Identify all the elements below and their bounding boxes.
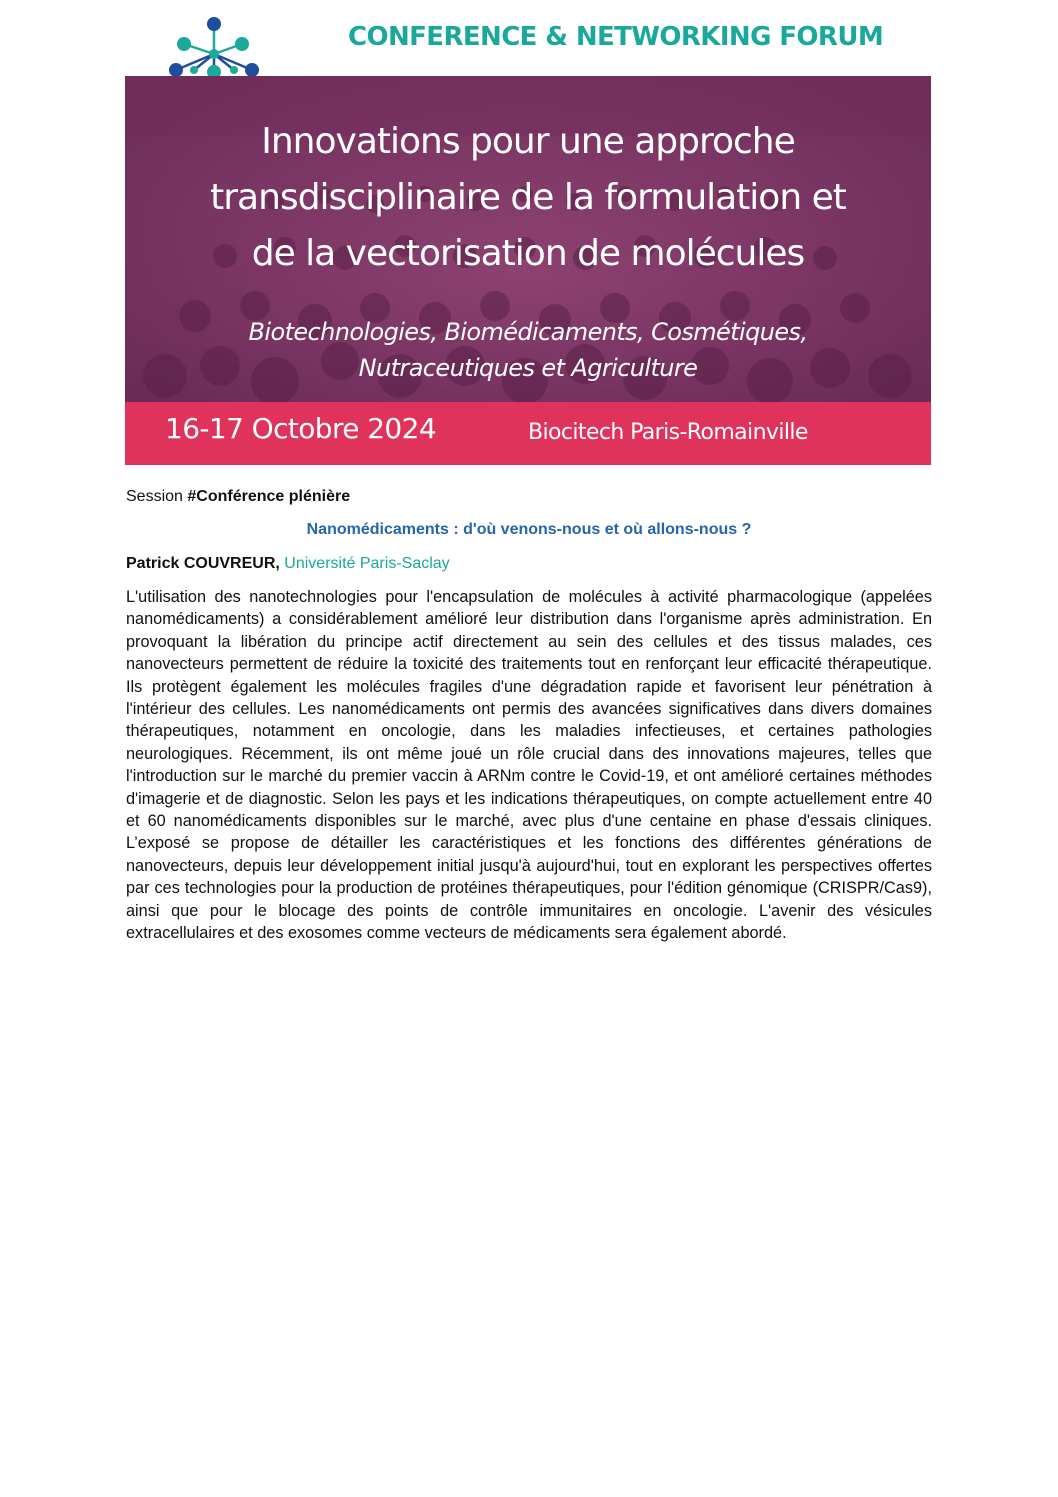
banner-title-line: de la vectorisation de molécules — [251, 233, 805, 274]
banner-title-line: transdisciplinaire de la formulation et — [210, 177, 846, 218]
session-name: #Conférence plénière — [187, 488, 351, 505]
banner-title-line: Innovations pour une approche — [261, 121, 795, 162]
session-prefix: Session — [126, 488, 188, 505]
speaker-affiliation: Université Paris-Saclay — [284, 555, 450, 572]
abstract-text: L'utilisation des nanotechnologies pour l'encapsulation de molécules à activité pharmacologique (appelées nanomédicaments) a considérablement amélioré leur distribution dans l'organisme après administration. En provoquant la libération du principe actif directement au sein des cellules et des tissus malades, ces nanovecteurs permettent de réduire la toxicité des traitements tout en renforçant leur efficacité thérapeutique. Ils protègent également les molécules fragiles d'une dégradation rapide et favorisent leur pénétration à l'intérieur des cellules. Les nanomédicaments ont permis des avancées significatives dans divers domaines thérapeutiques, notamment en oncologie, dans les maladies infectieuses, et certaines pathologies neurologiques. Récemment, ils ont même joué un rôle crucial dans des innovations majeures, telles que l'introduction sur le marché du premier vaccin à ARNm contre le Covid-19, et ont amélioré certaines méthodes d'imagerie et de diagnostic. Selon les pays et les indications thérapeutiques, on compte actuellement entre 40 et 60 nanomédicaments disponibles sur le marché, avec plus d'une centaine en phase d'essais cliniques. L’exposé se propose de détailler les caractéristiques et les fonctions des différentes générations de nanovecteurs, depuis leur développement initial jusqu'à aujourd'hui, tout en explorant les perspectives offertes par ces technologies pour la production de protéines thérapeutiques, pour l'édition génomique (CRISPR/Cas9), ainsi que pour le blocage des points de contrôle immunitaires en oncologie. L'avenir des vésicules extracellulaires et des exosomes comme vecteurs de médicaments sera également abordé. — [126, 588, 932, 943]
event-banner — [125, 76, 931, 465]
banner-subtitle-line: Biotechnologies, Biomédicaments, Cosmétiques, — [248, 318, 808, 346]
banner-title — [125, 114, 931, 282]
event-date: 16-17 Octobre 2024 — [165, 412, 437, 445]
banner-info-bar — [125, 402, 931, 465]
banner-subtitle-line: Nutraceutiques et Agriculture — [358, 354, 698, 382]
banner-subtitle — [125, 314, 931, 386]
session-line — [126, 488, 350, 506]
forum-title: CONFERENCE & NETWORKING FORUM — [348, 22, 884, 52]
event-location: Biocitech Paris-Romainville — [528, 420, 808, 445]
speaker-line — [126, 555, 450, 573]
talk-title: Nanomédicaments : d'où venons-nous et où allons-nous ? — [306, 521, 752, 538]
speaker-name: Patrick COUVREUR, — [126, 555, 280, 572]
